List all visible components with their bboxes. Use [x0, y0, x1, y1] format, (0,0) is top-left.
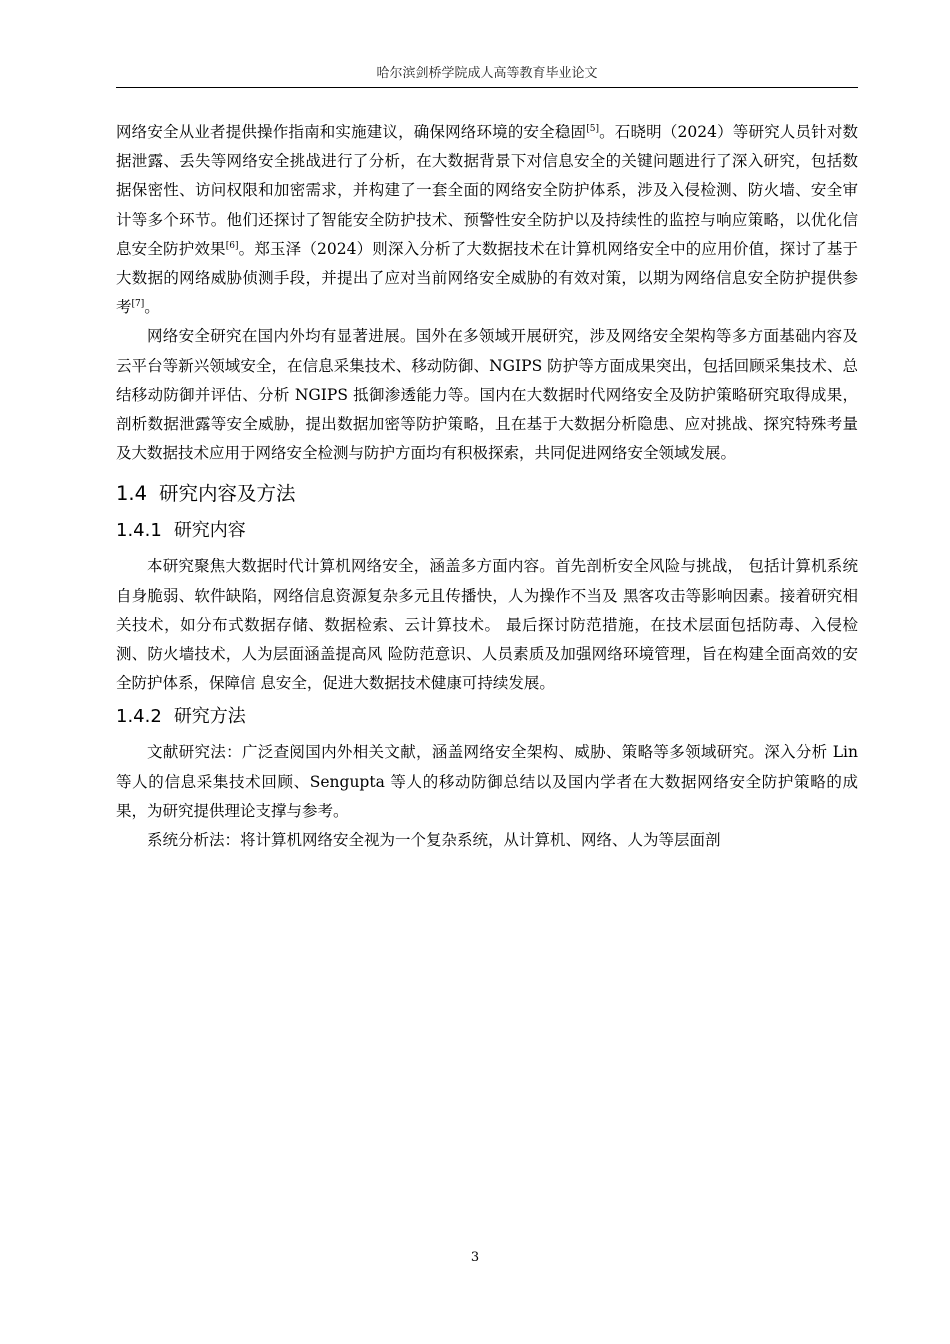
paragraph-research-summary: 网络安全研究在国内外均有显著进展。国外在多领域开展研究，涉及网络安全架构等多方面基础内容及云平台等新兴领域安全，在信息采集技术、移动防御、NGIPS 防护等方面成果突出，包括回顾采集技术、总结移动防御并评估、分析 NGIPS 抵御渗透能力等。国内在大数据时代网络安全及防护策略研究取得成果，剖析数据泄露等安全威胁，提出数据加密等防护策略，且在基于大数据分析隐患、应对挑战、探究特殊考量及大数据技术应用于网络安全检测与防护方面均有积极探索，共同促进网络安全领域发展。	[116, 327, 858, 463]
page-number: 3	[470, 1250, 480, 1265]
section-title: 研究内容	[173, 520, 246, 542]
section-number: 1.4.2	[116, 706, 162, 728]
paragraph-text: 。石晓明（2024）等研究人员针对数据泄露、丢失等网络安全挑战进行了分析，在大数据背景下对信息安全的关键问题进行了深入研究，包括数据保密性、访问权限和加密需求，并构建了一套全面的网络安全防护体系，涉及入侵检测、防火墙、安全审计等多个环节。他们还探讨了智能安全防护技术、预警性安全防护以及持续性的监控与响应策略，以优化信息安全防护效果	[116, 123, 858, 258]
paragraph-research-content: 本研究聚焦大数据时代计算机网络安全，涵盖多方面内容。首先剖析安全风险与挑战， 包括计算机系统自身脆弱、软件缺陷，网络信息资源复杂多元且传播快，人为操作不当及 黑客攻击等影响因素。接着研究相关技术，如分布式数据存储、数据检索、云计算技术。 最后探讨防范措施，在技术层面包括防毒、入侵检测、防火墙技术，人为层面涵盖提高风 险防范意识、人员素质及加强网络环境管理，旨在构建全面高效的安全防护体系，保障信 息安全，促进大数据技术健康可持续发展。	[116, 557, 858, 693]
citation-5: [5]	[586, 123, 599, 134]
page-header-title: 哈尔滨剑桥学院成人高等教育毕业论文	[376, 66, 598, 81]
paragraph-literature-review-continued	[116, 118, 858, 322]
paragraph-literature-method: 文献研究法：广泛查阅国内外相关文献，涵盖网络安全架构、威胁、策略等多领域研究。深入分析 Lin 等人的信息采集技术回顾、Sengupta 等人的移动防御总结以及国内学者在大数据网络安全防护策略的成果，为研究提供理论支撑与参考。	[116, 743, 858, 820]
page-body	[116, 118, 858, 855]
section-number: 1.4.1	[116, 520, 162, 542]
section-title: 研究方法	[173, 706, 246, 728]
header-divider	[116, 87, 858, 88]
citation-7: [7]	[131, 299, 145, 310]
section-title: 研究内容及方法	[159, 482, 296, 506]
section-number: 1.4	[116, 482, 148, 506]
section-heading-1-4-1	[116, 518, 858, 544]
citation-6: [6]	[225, 240, 239, 251]
paragraph-text: 网络安全从业者提供操作指南和实施建议，确保网络环境的安全稳固	[116, 123, 587, 141]
paragraph-text: 。	[144, 298, 160, 317]
paragraph-system-analysis-method: 系统分析法：将计算机网络安全视为一个复杂系统，从计算机、网络、人为等层面剖	[147, 831, 721, 850]
paragraph-text: 。郑玉泽（2024）则深入分析了大数据技术在计算机网络安全中的应用价值，探讨了基于大数据的网络威胁侦测手段，并提出了应对当前网络安全威胁的有效对策，以期为网络信息安全防护提供参考	[116, 239, 858, 317]
section-heading-1-4	[116, 480, 858, 508]
section-heading-1-4-2	[116, 704, 858, 730]
